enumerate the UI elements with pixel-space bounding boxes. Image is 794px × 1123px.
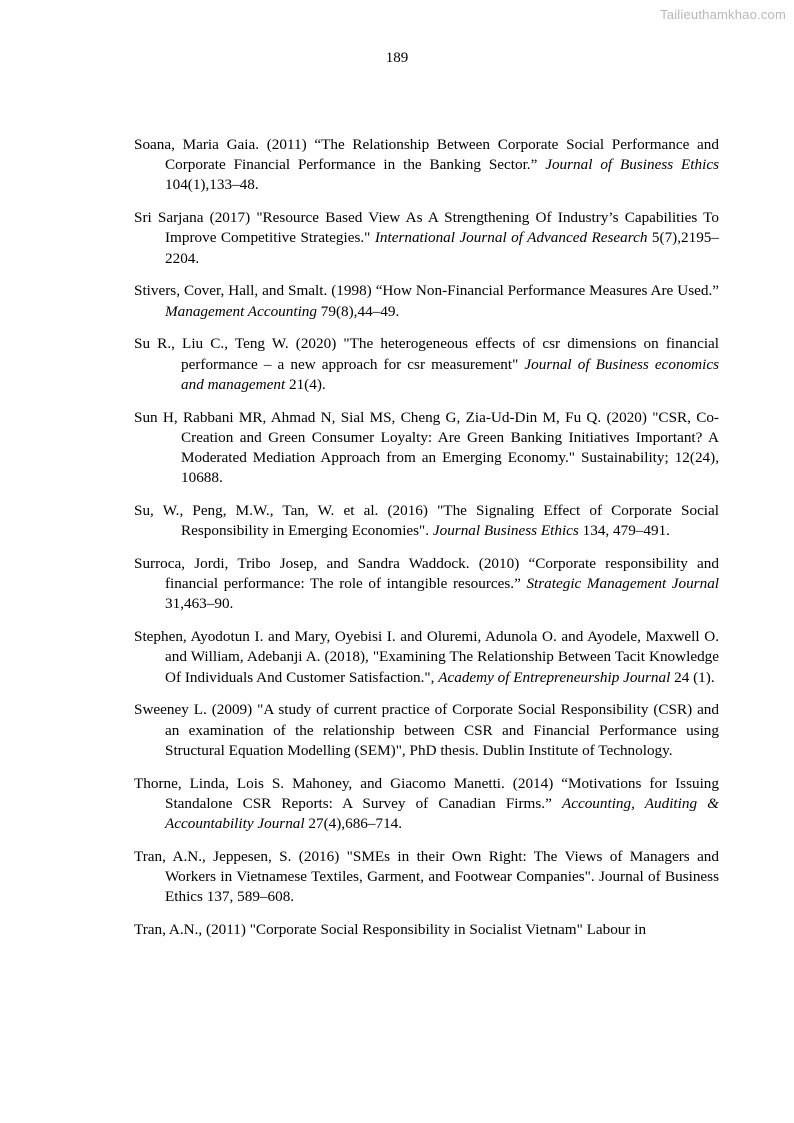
reference-entry [134,408,719,489]
reference-entry [134,334,719,395]
reference-entry [134,774,719,835]
reference-text: Su, W., Peng, M.W., Tan, W. et al. (2016) "The Signaling Effect of Corporate Social Responsibility in Emerging Economies". [134,502,719,540]
reference-text: 24 (1). [670,668,715,686]
reference-source-title: Journal Business Ethics [432,522,579,540]
page-number: 189 [385,50,409,66]
reference-entry [134,847,719,908]
reference-text: Sweeney L. (2009) "A study of current practice of Corporate Social Responsibility (CSR) and an examination of the relationship between CSR and Financial Performance using Structural Equation Modelling (SEM)", PhD thesis. Dublin Institute of Technology. [134,701,719,759]
reference-text: 134, 479–491. [578,522,670,540]
reference-source-title: Journal of Business Ethics [545,156,719,174]
reference-list [134,135,719,953]
reference-entry [134,700,719,761]
reference-entry [134,281,719,321]
reference-entry [134,627,719,688]
reference-entry [134,208,719,269]
reference-text: Stephen, Ayodotun I. and Mary, Oyebisi I. and Oluremi, Adunola O. and Ayodele, Maxwell O. and William, Adebanji A. (2018), "Examining The Relationship Between Tacit Knowledge Of Individuals And Customer Satisfaction.", [134,628,719,686]
reference-text: 31,463–90. [165,595,234,613]
reference-text: Surroca, Jordi, Tribo Josep, and Sandra Waddock. (2010) “Corporate responsibility and financial performance: The role of intangible resources.” [134,555,719,593]
reference-source-title: International Journal of Advanced Research [374,229,648,247]
reference-text: Su R., Liu C., Teng W. (2020) "The heterogeneous effects of csr dimensions on financial performance – a new approach for csr measurement" [134,335,719,373]
reference-text: Tran, A.N., (2011) "Corporate Social Responsibility in Socialist Vietnam" Labour in [134,921,647,939]
reference-entry [134,135,719,196]
reference-source-title: Management Accounting [165,302,317,320]
watermark: Tailieuthamkhao.com [660,7,786,22]
reference-source-title: Accounting, Auditing & Accountability Journal [165,794,719,833]
reference-source-title: Strategic Management Journal [526,575,720,593]
reference-text: Sri Sarjana (2017) "Resource Based View As A Strengthening Of Industry’s Capabilities To Improve Competitive Strategies." [134,209,719,247]
reference-entry [134,920,719,940]
reference-source-title: Academy of Entrepreneurship Journal [438,668,671,686]
reference-text: 79(8),44–49. [316,302,400,320]
reference-text: 104(1),133–48. [165,176,259,194]
reference-entry [134,501,719,541]
reference-text: Sun H, Rabbani MR, Ahmad N, Sial MS, Cheng G, Zia-Ud-Din M, Fu Q. (2020) "CSR, Co-Creation and Green Consumer Loyalty: Are Green Banking Initiatives Important? A Moderated Mediation Approach from an Emerging Economy." Sustainability; 12(24), 10688. [134,408,719,487]
reference-source-title: Journal of Business economics and management [181,355,719,393]
reference-entry [134,554,719,615]
reference-text: 27(4),686–714. [304,815,403,833]
reference-text: Tran, A.N., Jeppesen, S. (2016) "SMEs in their Own Right: The Views of Managers and Workers in Vietnamese Textiles, Garment, and Footwear Companies". Journal of Business Ethics 137, 589–608. [134,847,719,906]
reference-text: Thorne, Linda, Lois S. Mahoney, and Giacomo Manetti. (2014) “Motivations for Issuing Standalone CSR Reports: A Survey of Canadian Firms.” [134,774,719,812]
reference-text: 5(7),2195–2204. [165,229,719,267]
reference-text: Soana, Maria Gaia. (2011) “The Relationship Between Corporate Social Performance and Corporate Financial Performance in the Banking Sector.” [134,136,719,174]
reference-text: 21(4). [285,375,326,393]
reference-text: Stivers, Cover, Hall, and Smalt. (1998) “How Non-Financial Performance Measures Are Used.” [134,282,719,300]
